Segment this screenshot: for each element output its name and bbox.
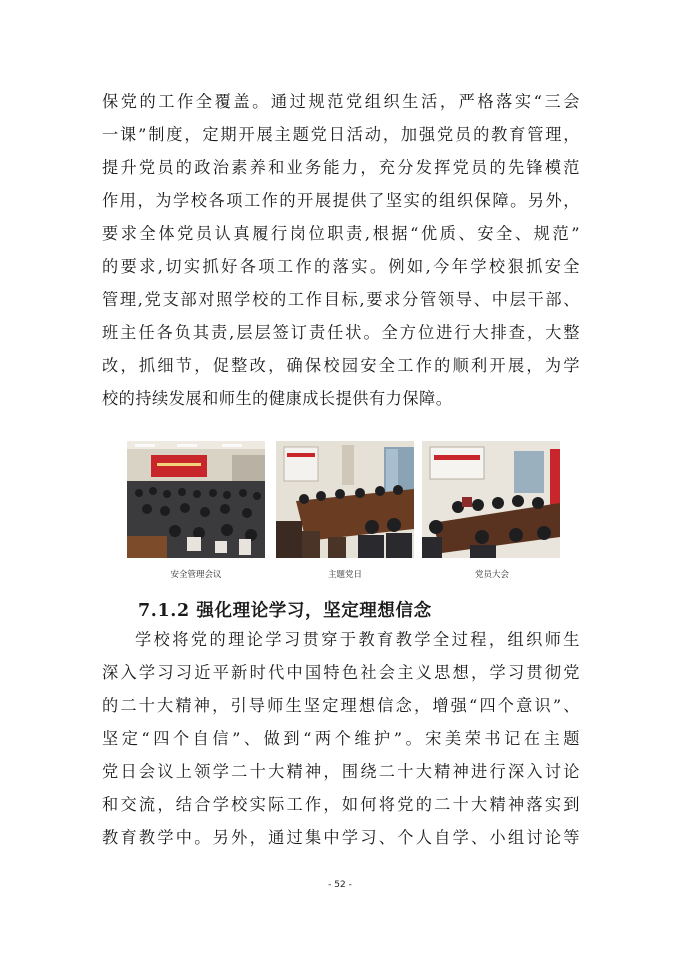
text-line: 的要求,切实抓好各项工作的落实。例如,今年学校狠抓安全: [102, 257, 580, 276]
photo-party-members-meeting: [422, 441, 560, 558]
text-line: 和交流，结合学校实际工作，如何将党的二十大精神落实到: [102, 795, 580, 814]
text-line: 的二十大精神，引导师生坚定理想信念，增强“四个意识”、: [102, 696, 580, 715]
paragraph-2: [102, 623, 580, 854]
photo-caption: 党员大会: [474, 570, 509, 580]
text-line: 作用，为学校各项工作的开展提供了坚实的组织保障。另外，: [102, 191, 580, 210]
text-line: 校的持续发展和师生的健康成长提供有力保障。: [102, 389, 453, 408]
text-line: 一课”制度，定期开展主题党日活动，加强党员的教育管理，: [102, 125, 580, 144]
photo-theme-party-day: [276, 441, 414, 558]
text-line: 要求全体党员认真履行岗位职责,根据“优质、安全、规范”: [102, 224, 580, 243]
section-heading: 7.1.2 强化理论学习，坚定理想信念: [138, 601, 432, 621]
photo-caption: 主题党日: [327, 570, 362, 580]
photo-safety-meeting: [127, 441, 265, 558]
page-number: - 52 -: [328, 880, 352, 890]
text-line: 班主任各负其责,层层签订责任状。全方位进行大排查，大整: [102, 323, 580, 342]
text-line: 保党的工作全覆盖。通过规范党组织生活，严格落实“三会: [102, 92, 580, 111]
text-line: 学校将党的理论学习贯穿于教育教学全过程，组织师生: [135, 630, 580, 649]
text-line: 深入学习习近平新时代中国特色社会主义思想，学习贯彻党: [102, 663, 580, 682]
photo-caption: 安全管理会议: [170, 570, 222, 580]
text-line: 改，抓细节，促整改，确保校园安全工作的顺利开展，为学: [102, 356, 580, 375]
text-line: 提升党员的政治素养和业务能力，充分发挥党员的先锋模范: [102, 158, 580, 177]
paragraph-1: [102, 85, 580, 415]
text-line: 坚定“四个自信”、做到“两个维护”。宋美荣书记在主题: [102, 729, 580, 748]
text-line: 教育教学中。另外，通过集中学习、个人自学、小组讨论等: [102, 828, 580, 847]
text-line: 管理,党支部对照学校的工作目标,要求分管领导、中层干部、: [102, 290, 580, 309]
text-line: 党日会议上领学二十大精神，围绕二十大精神进行深入讨论: [102, 762, 580, 781]
